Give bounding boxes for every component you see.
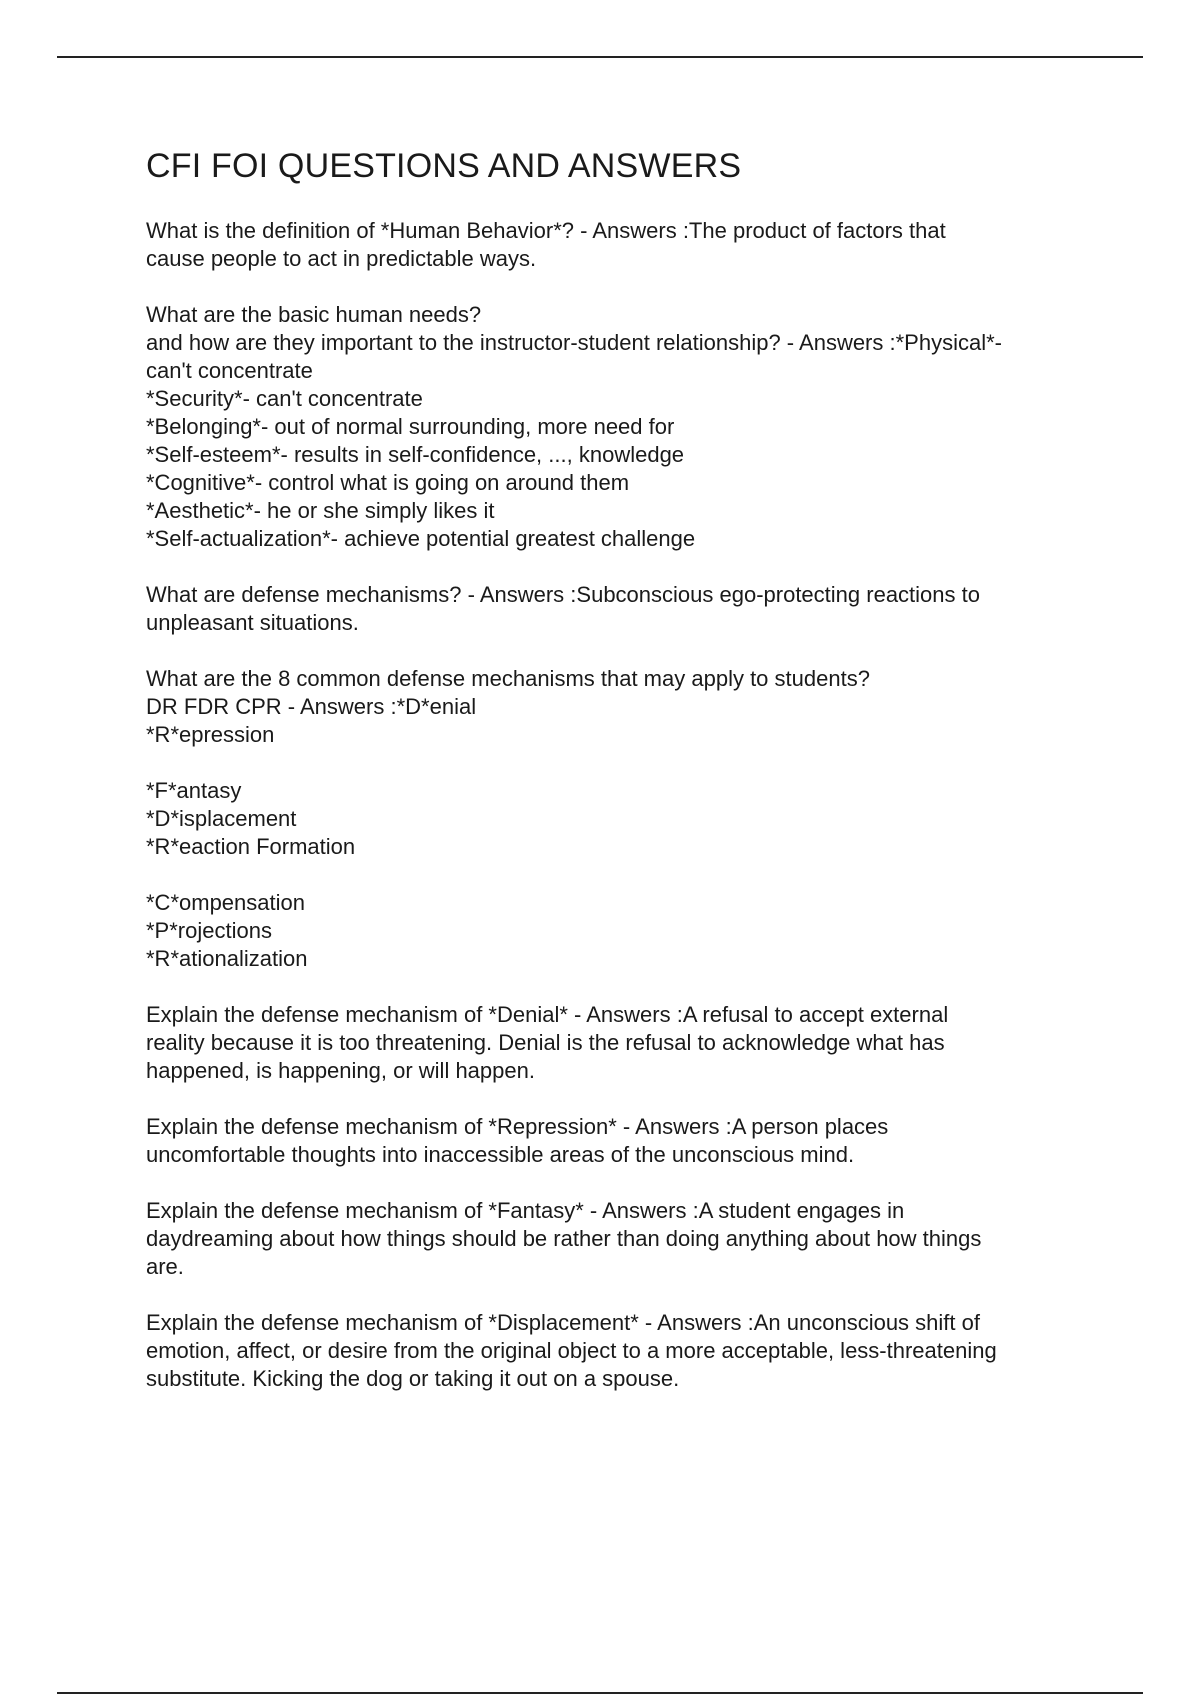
qa-entry-human-behavior: What is the definition of *Human Behavior*? - Answers :The product of factors that cause people to act in predictable ways. — [146, 218, 946, 271]
qa-entry-eight-mechanisms-cpr: *C*ompensation *P*rojections *R*ationalization — [146, 890, 308, 971]
qa-entry-repression: Explain the defense mechanism of *Repression* - Answers :A person places uncomfortable thoughts into inaccessible areas of the unconscious mind. — [146, 1114, 889, 1167]
qa-entry-human-needs: What are the basic human needs? and how are they important to the instructor-student relationship? - Answers :*Physical*- can't concentrate *Security*- can't concentrate *Belonging*- out of normal surrounding, more need for *Self-esteem*- results in self-confidence, ..., knowledge *Cognitive*- control what is going on around them *Aesthetic*- he or she simply likes it *Self-actualization*- achieve potential greatest challenge — [146, 302, 1002, 551]
qa-entry-defense-mechanisms: What are defense mechanisms? - Answers :Subconscious ego-protecting reactions to unpleasant situations. — [146, 582, 980, 635]
top-divider — [57, 56, 1143, 58]
qa-entry-eight-mechanisms-fdr: *F*antasy *D*isplacement *R*eaction Formation — [146, 778, 356, 859]
qa-entry-fantasy: Explain the defense mechanism of *Fantasy* - Answers :A student engages in daydreaming about how things should be rather than doing anything about how things are. — [146, 1198, 982, 1279]
bottom-divider — [57, 1692, 1143, 1694]
document-title: CFI FOI QUESTIONS AND ANSWERS — [146, 147, 742, 185]
qa-entry-denial: Explain the defense mechanism of *Denial* - Answers :A refusal to accept external reality because it is too threatening. Denial is the refusal to acknowledge what has happened, is happening, or will happen. — [146, 1002, 949, 1083]
qa-entry-displacement: Explain the defense mechanism of *Displacement* - Answers :An unconscious shift of emotion, affect, or desire from the original object to a more acceptable, less-threatening substitute. Kicking the dog or taking it out on a spouse. — [146, 1310, 997, 1391]
document-body — [146, 143, 1106, 1421]
qa-entry-eight-mechanisms: What are the 8 common defense mechanisms that may apply to students? DR FDR CPR - Answers :*D*enial *R*epression — [146, 666, 870, 747]
